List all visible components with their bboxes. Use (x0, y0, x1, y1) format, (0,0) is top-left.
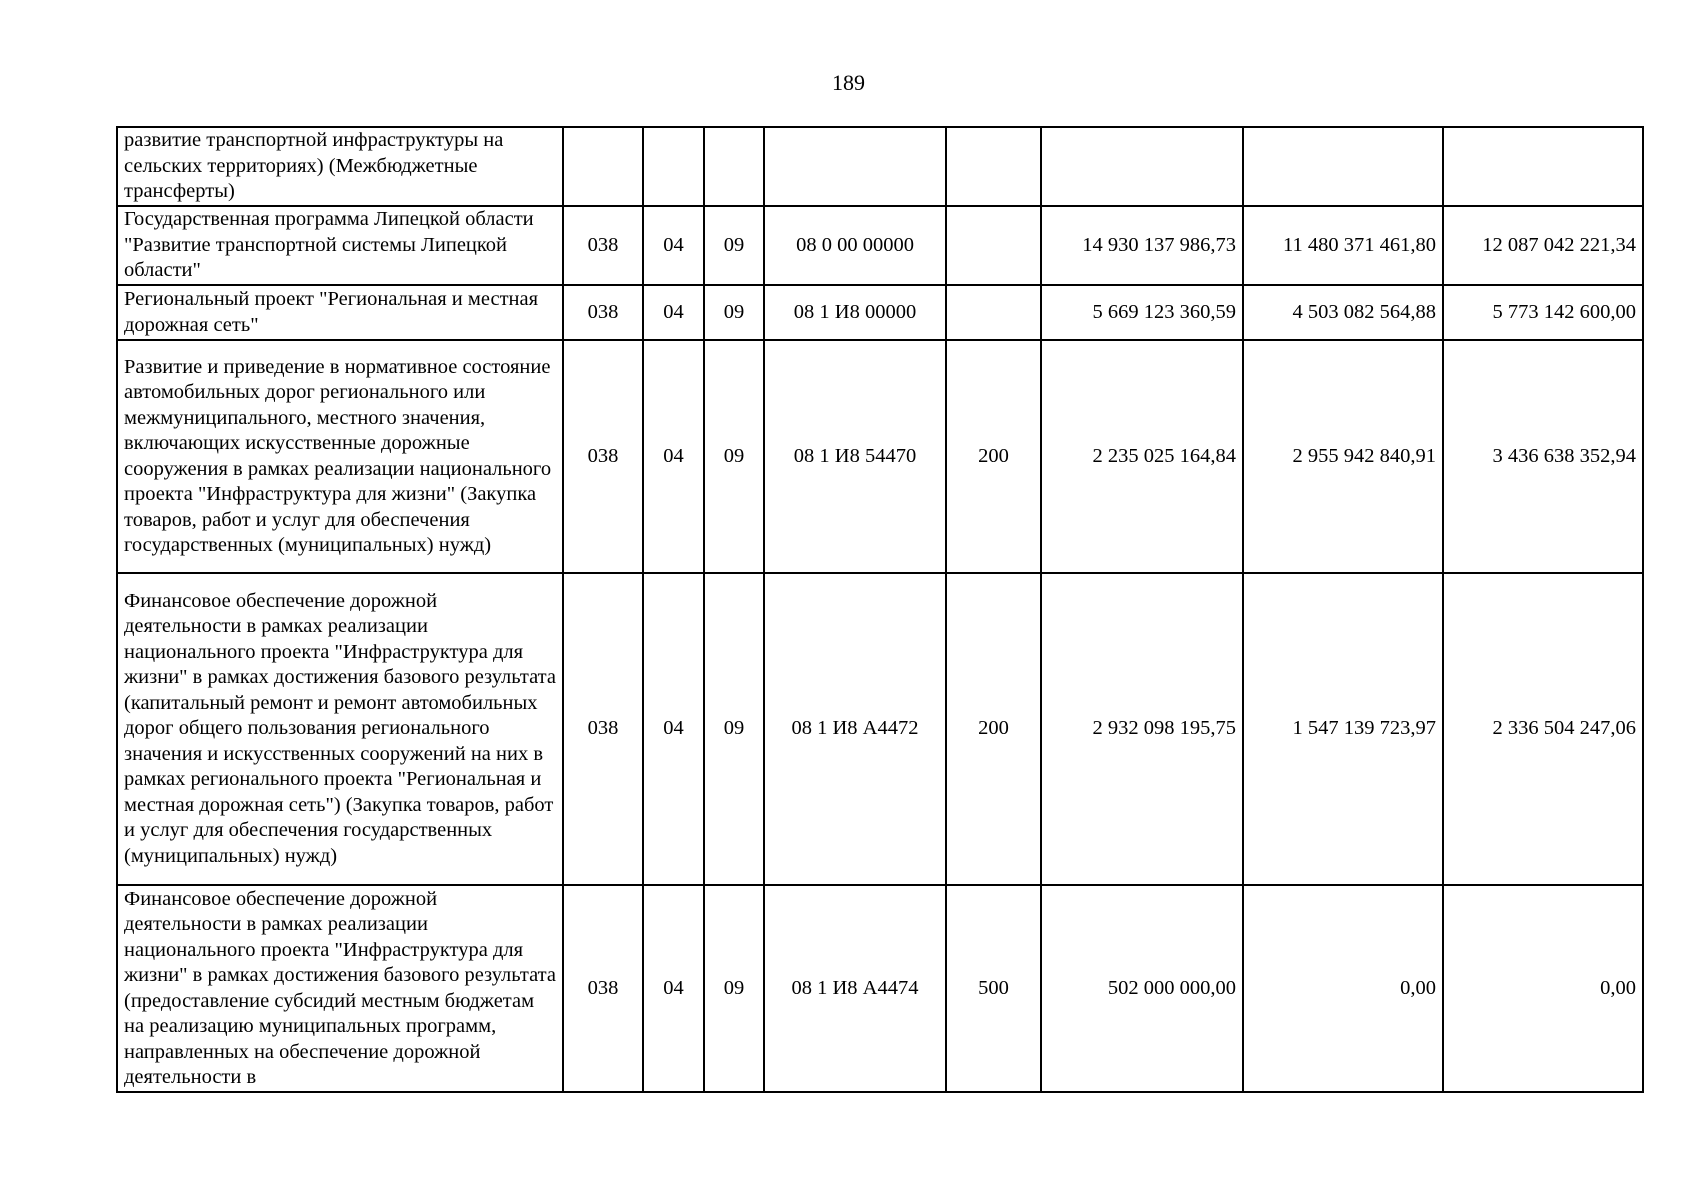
page-number: 189 (832, 70, 865, 95)
section-code-cell: 04 (643, 206, 704, 285)
table-row (117, 206, 1643, 285)
sum-cell-1 (1041, 127, 1243, 206)
sum-cell-1: 502 000 000,00 (1041, 885, 1243, 1092)
sum-cell-1: 5 669 123 360,59 (1041, 285, 1243, 340)
sum-cell-2: 1 547 139 723,97 (1243, 573, 1443, 885)
subsection-code-cell: 09 (704, 206, 764, 285)
section-code-cell: 04 (643, 573, 704, 885)
target-code-cell: 08 1 И8 А4472 (764, 573, 946, 885)
sum-cell-3: 3 436 638 352,94 (1443, 340, 1643, 573)
sum-cell-2: 11 480 371 461,80 (1243, 206, 1443, 285)
budget-table (116, 126, 1644, 1093)
expense-type-cell (946, 285, 1041, 340)
sum-cell-1: 2 932 098 195,75 (1041, 573, 1243, 885)
row-name-cell: Финансовое обеспечение дорожной деятельности в рамках реализации национального проекта "Инфраструктура для жизни" в рамках достижения базового результата (капитальный ремонт и ремонт автомобильных дорог общего пользования регионального значения и искусственных сооружений на них в рамках регионального проекта "Региональная и местная дорожная сеть") (Закупка товаров, работ и услуг для обеспечения государственных (муниципальных) нужд) (117, 573, 563, 885)
row-name-cell: развитие транспортной инфраструктуры на сельских территориях) (Межбюджетные трансферты) (117, 127, 563, 206)
ministry-code-cell: 038 (563, 340, 643, 573)
section-code-cell: 04 (643, 285, 704, 340)
subsection-code-cell: 09 (704, 573, 764, 885)
ministry-code-cell: 038 (563, 573, 643, 885)
target-code-cell: 08 0 00 00000 (764, 206, 946, 285)
sum-cell-3: 5 773 142 600,00 (1443, 285, 1643, 340)
ministry-code-cell: 038 (563, 206, 643, 285)
sum-cell-3: 12 087 042 221,34 (1443, 206, 1643, 285)
table-row (117, 573, 1643, 885)
table-row (117, 285, 1643, 340)
target-code-cell (764, 127, 946, 206)
table-row (117, 885, 1643, 1092)
ministry-code-cell: 038 (563, 885, 643, 1092)
expense-type-cell (946, 127, 1041, 206)
expense-type-cell: 500 (946, 885, 1041, 1092)
table-row (117, 127, 1643, 206)
table-row (117, 340, 1643, 573)
target-code-cell: 08 1 И8 54470 (764, 340, 946, 573)
section-code-cell: 04 (643, 885, 704, 1092)
expense-type-cell: 200 (946, 573, 1041, 885)
target-code-cell: 08 1 И8 А4474 (764, 885, 946, 1092)
section-code-cell: 04 (643, 340, 704, 573)
sum-cell-2: 2 955 942 840,91 (1243, 340, 1443, 573)
section-code-cell (643, 127, 704, 206)
sum-cell-3: 0,00 (1443, 885, 1643, 1092)
subsection-code-cell: 09 (704, 885, 764, 1092)
row-name-cell: Государственная программа Липецкой области "Развитие транспортной системы Липецкой области" (117, 206, 563, 285)
sum-cell-2 (1243, 127, 1443, 206)
sum-cell-3 (1443, 127, 1643, 206)
sum-cell-1: 2 235 025 164,84 (1041, 340, 1243, 573)
expense-type-cell: 200 (946, 340, 1041, 573)
ministry-code-cell (563, 127, 643, 206)
row-name-cell: Финансовое обеспечение дорожной деятельности в рамках реализации национального проекта "Инфраструктура для жизни" в рамках достижения базового результата (предоставление субсидий местным бюджетам на реализацию муниципальных программ, направленных на обеспечение дорожной деятельности в (117, 885, 563, 1092)
subsection-code-cell: 09 (704, 340, 764, 573)
sum-cell-2: 4 503 082 564,88 (1243, 285, 1443, 340)
target-code-cell: 08 1 И8 00000 (764, 285, 946, 340)
expense-type-cell (946, 206, 1041, 285)
sum-cell-2: 0,00 (1243, 885, 1443, 1092)
sum-cell-1: 14 930 137 986,73 (1041, 206, 1243, 285)
row-name-cell: Региональный проект "Региональная и местная дорожная сеть" (117, 285, 563, 340)
row-name-cell: Развитие и приведение в нормативное состояние автомобильных дорог регионального или межмуниципального, местного значения, включающих искусственные дорожные сооружения в рамках реализации национального проекта "Инфраструктура для жизни" (Закупка товаров, работ и услуг для обеспечения государственных (муниципальных) нужд) (117, 340, 563, 573)
subsection-code-cell: 09 (704, 285, 764, 340)
subsection-code-cell (704, 127, 764, 206)
sum-cell-3: 2 336 504 247,06 (1443, 573, 1643, 885)
ministry-code-cell: 038 (563, 285, 643, 340)
